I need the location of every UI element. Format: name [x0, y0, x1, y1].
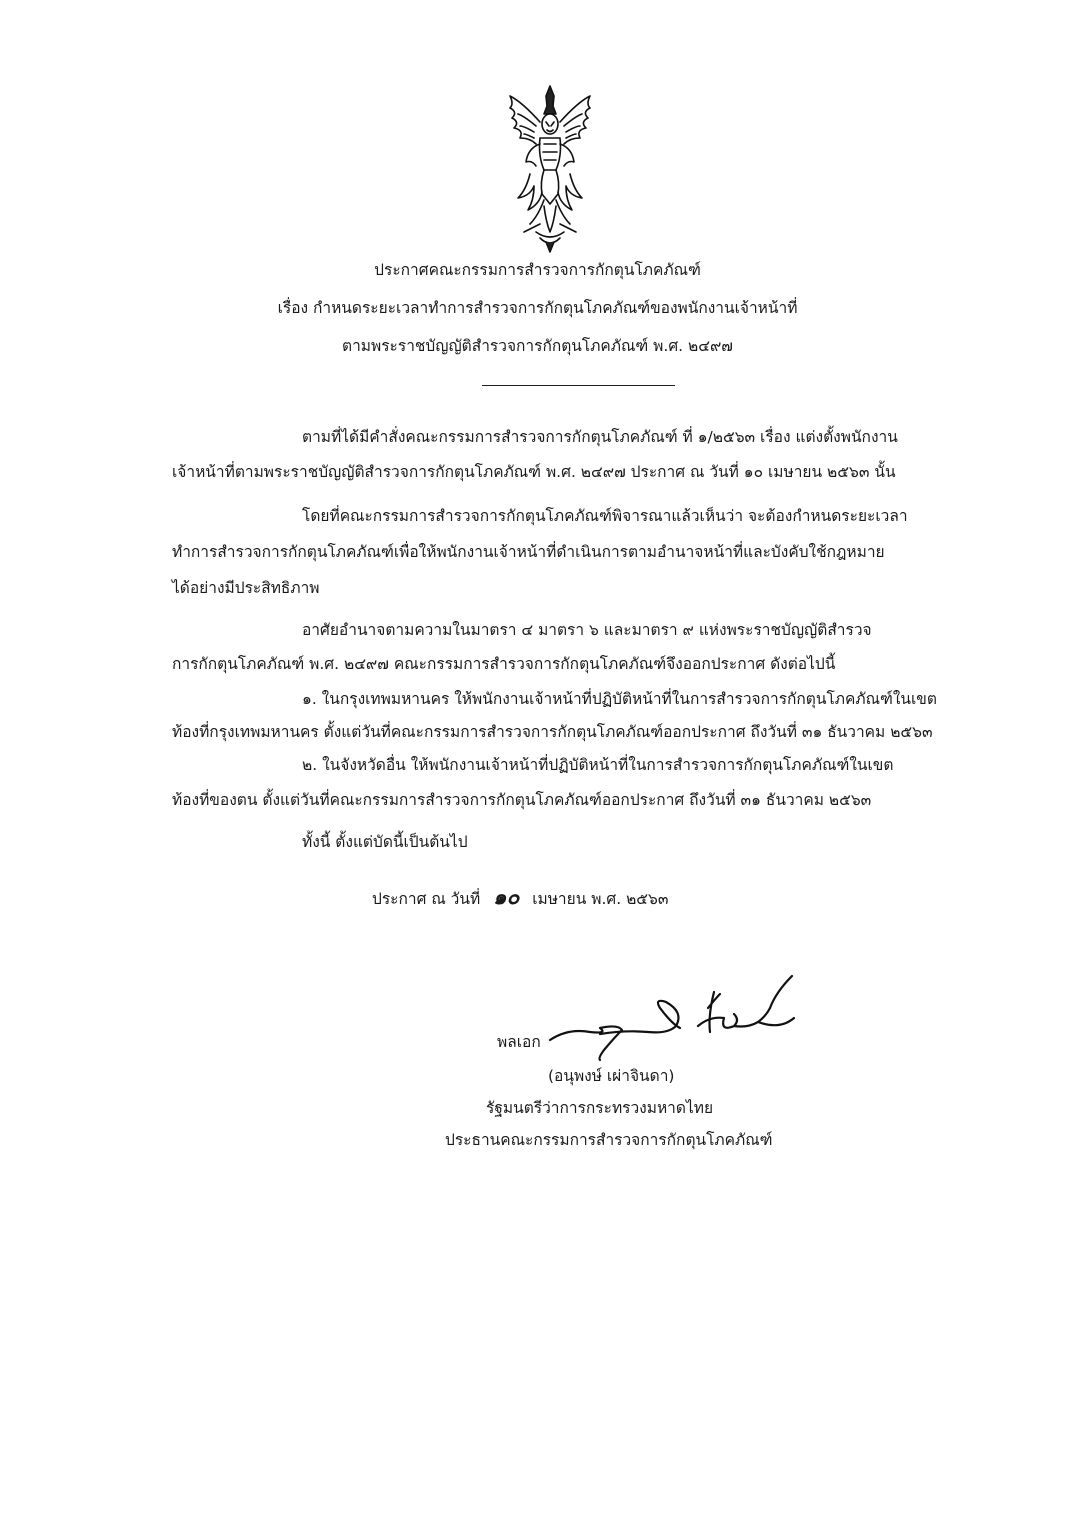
item-1-line-1: ๑. ในกรุงเทพมหานคร ให้พนักงานเจ้าหน้าที่ปฏิบัติหน้าที่ในการสำรวจการกักตุนโภคภัณฑ์ในเขต: [302, 690, 937, 708]
date-day-handwritten: ๑๐: [493, 885, 520, 909]
item-2-line-2: ท้องที่ของตน ตั้งแต่วันที่คณะกรรมการสำรวจการกักตุนโภคภัณฑ์ออกประกาศ ถึงวันที่ ๓๑ ธันวาคม ๒๕๖๓: [172, 791, 872, 809]
handwritten-signature-icon: [548, 968, 848, 1063]
signatory-position-1: รัฐมนตรีว่าการกระทรวงมหาดไทย: [486, 1099, 714, 1117]
announcement-title: ประกาศคณะกรรมการสำรวจการกักตุนโภคภัณฑ์: [374, 261, 701, 279]
date-suffix: เมษายน พ.ศ. ๒๕๖๓: [532, 890, 669, 908]
header-divider: [482, 385, 675, 386]
announcement-subject: เรื่อง กำหนดระยะเวลาทำการสำรวจการกักตุนโภคภัณฑ์ของพนักงานเจ้าหน้าที่: [277, 299, 798, 317]
effective-statement: ทั้งนี้ ตั้งแต่บัดนี้เป็นต้นไป: [302, 833, 468, 851]
signatory-position-2: ประธานคณะกรรมการสำรวจการกักตุนโภคภัณฑ์: [445, 1131, 773, 1149]
paragraph-1-line-1: ตามที่ได้มีคำสั่งคณะกรรมการสำรวจการกักตุนโภคภัณฑ์ ที่ ๑/๒๕๖๓ เรื่อง แต่งตั้งพนักงาน: [302, 428, 898, 446]
announcement-date: [372, 885, 668, 909]
paragraph-2-line-2: ทำการสำรวจการกักตุนโภคภัณฑ์เพื่อให้พนักงานเจ้าหน้าที่ดำเนินการตามอำนาจหน้าที่และบังคับใช้กฎหมาย: [172, 543, 885, 561]
announcement-law-reference: ตามพระราชบัญญัติสำรวจการกักตุนโภคภัณฑ์ พ.ศ. ๒๔๙๗: [342, 337, 733, 355]
paragraph-3-line-2: การกักตุนโภคภัณฑ์ พ.ศ. ๒๔๙๗ คณะกรรมการสำรวจการกักตุนโภคภัณฑ์จึงออกประกาศ ดังต่อไปนี้: [172, 655, 836, 673]
item-2-line-1: ๒. ในจังหวัดอื่น ให้พนักงานเจ้าหน้าที่ปฏิบัติหน้าที่ในการสำรวจการกักตุนโภคภัณฑ์ในเขต: [302, 756, 894, 774]
paragraph-3-line-1: อาศัยอำนาจตามความในมาตรา ๔ มาตรา ๖ และมาตรา ๙ แห่งพระราชบัญญัติสำรวจ: [302, 621, 872, 639]
garuda-emblem-icon: [500, 82, 600, 254]
signatory-name: (อนุพงษ์ เผ่าจินดา): [548, 1067, 675, 1085]
date-prefix: ประกาศ ณ วันที่: [372, 890, 481, 908]
signatory-rank: พลเอก: [497, 1033, 541, 1051]
paragraph-2-line-3: ได้อย่างมีประสิทธิภาพ: [172, 579, 320, 597]
paragraph-2-line-1: โดยที่คณะกรรมการสำรวจการกักตุนโภคภัณฑ์พิจารณาแล้วเห็นว่า จะต้องกำหนดระยะเวลา: [302, 507, 908, 525]
item-1-line-2: ท้องที่กรุงเทพมหานคร ตั้งแต่วันที่คณะกรรมการสำรวจการกักตุนโภคภัณฑ์ออกประกาศ ถึงวันที่ ๓๑ ธันวาคม ๒๕๖๓: [172, 723, 933, 741]
paragraph-1-line-2: เจ้าหน้าที่ตามพระราชบัญญัติสำรวจการกักตุนโภคภัณฑ์ พ.ศ. ๒๔๙๗ ประกาศ ณ วันที่ ๑๐ เมษายน ๒๕๖๓ นั้น: [172, 463, 896, 481]
